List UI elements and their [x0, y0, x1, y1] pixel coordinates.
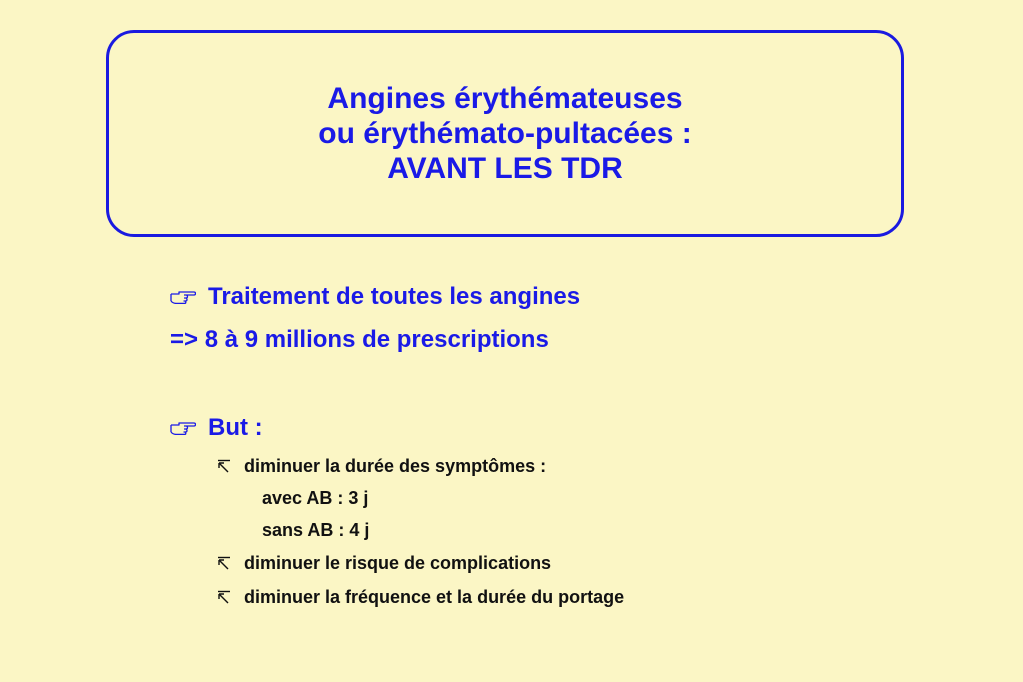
bullet-traitement-text: Traitement de toutes les angines	[208, 283, 581, 310]
sub-bullet-portage-text: diminuer la fréquence et la durée du portage	[244, 587, 625, 607]
slide-title-line-3: AVANT LES TDR	[387, 152, 623, 185]
sub-bullet-portage	[216, 587, 624, 608]
sub-detail-avec-ab: avec AB : 3 j	[262, 488, 369, 508]
pointing-hand-icon	[170, 290, 196, 304]
sub-bullet-complications	[216, 553, 551, 574]
title-box	[106, 30, 904, 237]
arrow-up-left-icon	[216, 556, 232, 572]
bullet-traitement	[170, 283, 580, 311]
sub-bullet-complications-text: diminuer le risque de complications	[244, 553, 552, 573]
pointing-hand-icon	[170, 421, 196, 435]
sub-bullet-symptomes	[216, 456, 546, 477]
slide-title-line-1: Angines érythémateuses	[327, 82, 683, 115]
slide-title-line-2: ou érythémato-pultacées :	[318, 117, 692, 150]
arrow-up-left-icon	[216, 590, 232, 606]
arrow-up-left-icon	[216, 459, 232, 475]
sub-detail-sans-ab: sans AB : 4 j	[262, 520, 370, 540]
sub-bullet-symptomes-text: diminuer la durée des symptômes :	[244, 456, 547, 476]
bullet-but	[170, 414, 263, 442]
bullet-prescriptions	[170, 326, 549, 354]
bullet-but-text: But :	[208, 414, 263, 441]
bullet-prescriptions-text: => 8 à 9 millions de prescriptions	[170, 326, 549, 353]
